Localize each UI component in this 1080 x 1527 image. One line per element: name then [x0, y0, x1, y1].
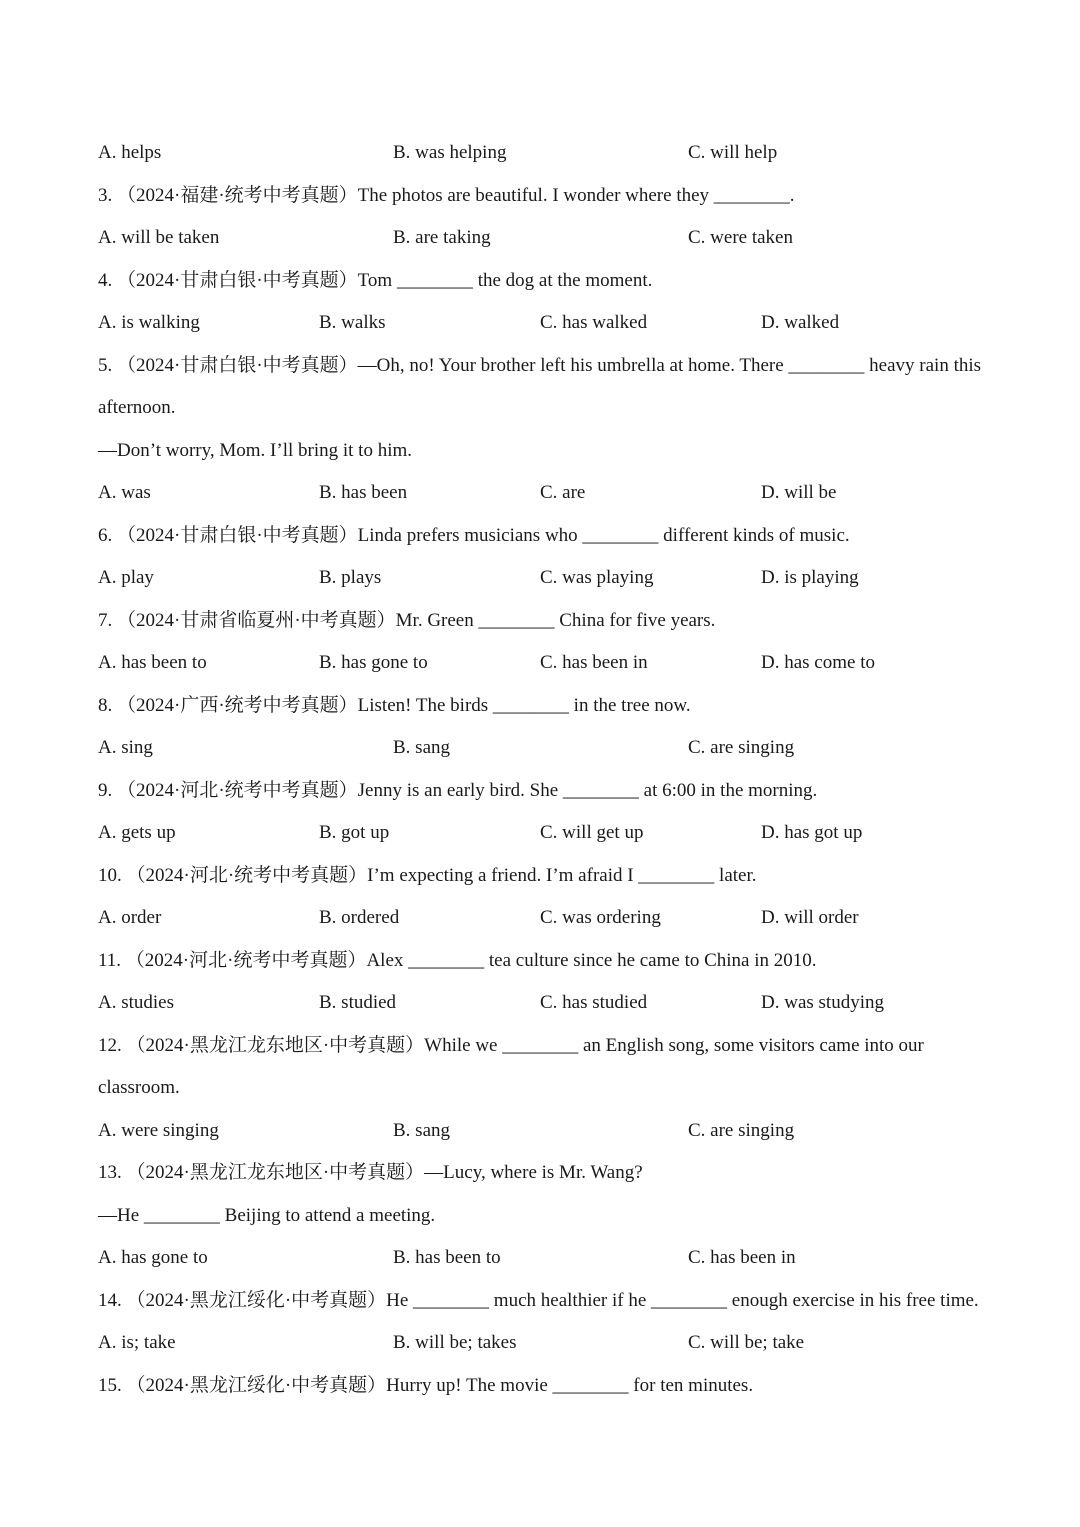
answer-option: D. is playing [761, 567, 859, 588]
answer-option: A. has gone to [98, 1247, 208, 1268]
answer-options-row [98, 988, 990, 1018]
answer-options-row [98, 223, 990, 253]
answer-option: B. has been to [393, 1247, 501, 1268]
answer-option: C. has studied [540, 992, 648, 1013]
answer-option: B. studied [319, 992, 397, 1013]
answer-option: A. helps [98, 142, 162, 163]
answer-option: B. plays [319, 567, 382, 588]
answer-option: A. has been to [98, 652, 207, 673]
answer-option: C. will help [688, 142, 778, 163]
answer-options-row [98, 818, 990, 848]
answer-option: D. will order [761, 907, 859, 928]
answer-option: A. were singing [98, 1119, 219, 1141]
question-text-line: 11. （2024·河北·统考中考真题）Alex ________ tea culture since he came to China in 2010. [98, 949, 817, 971]
answer-option: C. has walked [540, 312, 648, 333]
answer-option: B. got up [319, 822, 390, 843]
answer-option: A. gets up [98, 822, 176, 843]
answer-option: A. sing [98, 737, 153, 758]
question-text-line: 14. （2024·黑龙江绥化·中考真题）He ________ much healthier if he ________ enough exercise in his free time. [98, 1289, 979, 1311]
question-text-line: 10. （2024·河北·统考中考真题）I’m expecting a friend. I’m afraid I ________ later. [98, 864, 757, 886]
answer-option: C. will get up [540, 822, 644, 843]
question-text-line: 4. （2024·甘肃白银·中考真题）Tom ________ the dog at the moment. [98, 269, 653, 291]
answer-option: C. has been in [688, 1247, 796, 1268]
answer-option: D. has come to [761, 652, 875, 673]
answer-options-row [98, 903, 990, 933]
answer-option: A. was [98, 482, 151, 503]
answer-option: C. was playing [540, 567, 654, 588]
question-text-line: classroom. [98, 1077, 180, 1098]
answer-options-row [98, 478, 990, 508]
answer-option: B. will be; takes [393, 1332, 517, 1353]
question-text-line: 6. （2024·甘肃白银·中考真题）Linda prefers musicians who ________ different kinds of music. [98, 524, 850, 546]
question-text-line: 7. （2024·甘肃省临夏州·中考真题）Mr. Green ________ China for five years. [98, 609, 716, 631]
answer-option: B. walks [319, 312, 386, 333]
answer-options-row [98, 138, 990, 168]
answer-option: C. will be; take [688, 1332, 805, 1353]
answer-option: B. ordered [319, 907, 400, 928]
answer-options-row [98, 648, 990, 678]
answer-option: B. was helping [393, 142, 507, 163]
answer-option: A. studies [98, 992, 174, 1013]
answer-option: C. are [540, 482, 586, 503]
answer-options-row [98, 1243, 990, 1273]
answer-option: C. are singing [688, 1119, 795, 1141]
answer-option: B. sang [393, 737, 450, 758]
answer-option: D. has got up [761, 822, 863, 843]
question-text-line: —He ________ Beijing to attend a meeting. [98, 1204, 436, 1226]
question-text-line: 3. （2024·福建·统考中考真题）The photos are beautiful. I wonder where they ________. [98, 184, 795, 206]
answer-options-row [98, 733, 990, 763]
answer-options-row [98, 308, 990, 338]
answer-option: C. was ordering [540, 907, 661, 928]
answer-option: A. order [98, 907, 162, 928]
question-text-line: 12. （2024·黑龙江龙东地区·中考真题）While we ________ an English song, some visitors came into our [98, 1034, 924, 1056]
answer-option: A. is walking [98, 312, 200, 333]
answer-option: A. play [98, 567, 154, 588]
question-text-line: 8. （2024·广西·统考中考真题）Listen! The birds ________ in the tree now. [98, 694, 691, 716]
question-text-line: 15. （2024·黑龙江绥化·中考真题）Hurry up! The movie ________ for ten minutes. [98, 1374, 754, 1396]
answer-option: D. will be [761, 482, 837, 503]
question-text-line: 5. （2024·甘肃白银·中考真题）—Oh, no! Your brother left his umbrella at home. There ________ heavy rain this [98, 354, 982, 376]
question-text-line: 13. （2024·黑龙江龙东地区·中考真题）—Lucy, where is Mr. Wang? [98, 1162, 643, 1183]
answer-option: D. walked [761, 312, 840, 333]
question-text-line: 9. （2024·河北·统考中考真题）Jenny is an early bird. She ________ at 6:00 in the morning. [98, 779, 818, 801]
answer-option: D. was studying [761, 992, 884, 1013]
answer-option: C. are singing [688, 737, 795, 758]
answer-options-row [98, 1116, 990, 1146]
answer-option: A. will be taken [98, 227, 220, 248]
answer-option: B. has been [319, 482, 408, 503]
answer-option: B. has gone to [319, 652, 428, 673]
answer-option: B. sang [393, 1119, 450, 1141]
answer-option: B. are taking [393, 227, 491, 248]
answer-option: C. were taken [688, 227, 793, 248]
answer-option: A. is; take [98, 1332, 176, 1353]
question-text-line: afternoon. [98, 397, 176, 418]
question-text-line: —Don’t worry, Mom. I’ll bring it to him. [98, 439, 413, 461]
answer-options-row [98, 563, 990, 593]
answer-options-row [98, 1328, 990, 1358]
answer-option: C. has been in [540, 652, 648, 673]
